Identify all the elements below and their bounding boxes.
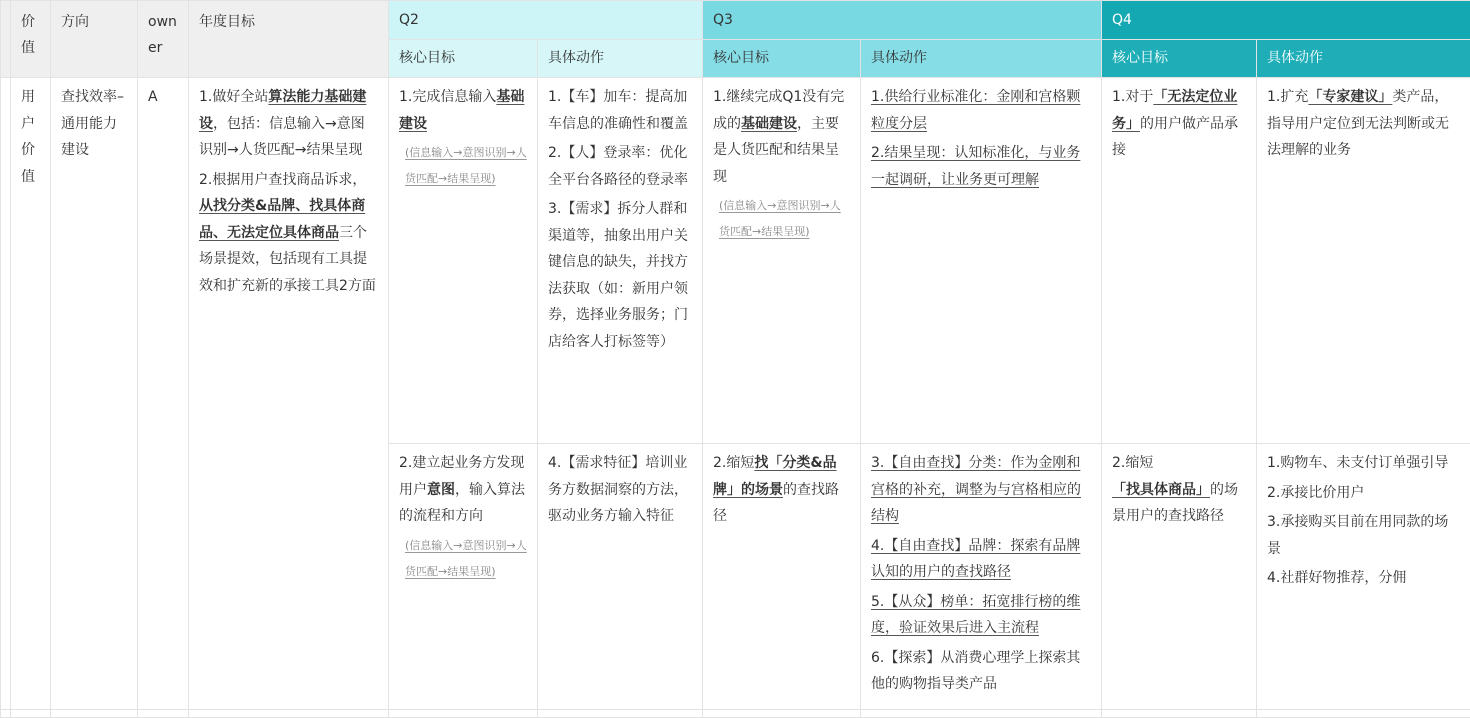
q2-core-goal-cell-2: 2.建立起业务方发现用户意图，输入算法的流程和方向 (信息输入→意图识别→人货匹配→结果呈现) [389,444,538,710]
q3-core-goal-cell-1: 1.继续完成Q1没有完成的基础建设，主要是人货匹配和结果呈现 (信息输入→意图识别→人货匹配→结果呈现) [703,78,861,444]
q2-action-header: 具体动作 [538,40,703,78]
annual-goal-cell [189,78,389,710]
list-item: 2.承接比价用户 [1267,480,1460,507]
pipeline-note: (信息输入→意图识别→人货匹配→结果呈现) [713,193,850,245]
list-item: 1.购物车、未支付订单强引导 [1267,450,1460,477]
quarter-header-q4: Q4 [1102,1,1470,40]
list-item: 4.【自由查找】品牌：探索有品牌认知的用户的查找路径 [871,533,1091,586]
q4-core-goal-header: 核心目标 [1102,40,1257,78]
list-item: 1.【车】加车：提高加车信息的准确性和覆盖 [548,84,692,137]
q4-action-cell-1: 1.扩充「专家建议」类产品，指导用户定位到无法判断或无法理解的业务 [1257,78,1470,444]
quarter-header-q3: Q3 [703,1,1102,40]
table-row [1,78,1470,444]
list-item: 2.结果呈现：认知标准化，与业务一起调研，让业务更可理解 [871,140,1091,193]
col-header-annual-goal: 年度目标 [189,1,389,78]
q3-action-header: 具体动作 [861,40,1102,78]
q3-core-goal-cell-2: 2.缩短找「分类&品牌」的场景的查找路径 [703,444,861,710]
q4-core-goal-cell-2: 2.缩短「找具体商品」的场景用户的查找路径 [1102,444,1257,710]
row-gutter [1,1,11,78]
list-item: 2.【人】登录率：优化全平台各路径的登录率 [548,140,692,193]
q3-core-goal-header: 核心目标 [703,40,861,78]
table-row-next [1,710,1470,718]
list-item: 6.【探索】从消费心理学上探索其他的购物指导类产品 [871,645,1091,698]
list-item: 3.【自由查找】分类：作为金刚和宫格的补充，调整为与宫格相应的结构 [871,450,1091,530]
list-item: 5.【从众】榜单：拓宽排行榜的维度，验证效果后进入主流程 [871,589,1091,642]
row-gutter [1,78,11,710]
col-header-owner: owner [138,1,189,78]
direction-cell: 查找效率–通用能力建设 [51,78,138,710]
list-item: 1.供给行业标准化：金刚和宫格颗粒度分层 [871,84,1091,137]
q2-action-cell-1 [538,78,703,444]
q3-action-cell-2 [861,444,1102,710]
q2-core-goal-header: 核心目标 [389,40,538,78]
value-cell: 用户价值 [11,78,51,710]
q2-core-goal-cell-1: 1.完成信息输入基础建设 (信息输入→意图识别→人货匹配→结果呈现) [389,78,538,444]
list-item: 3.承接购买目前在用同款的场景 [1267,509,1460,562]
list-item: 4.【需求特征】培训业务方数据洞察的方法，驱动业务方输入特征 [548,450,692,530]
header-row-quarters [1,1,1470,40]
q4-action-cell-2 [1257,444,1470,710]
col-header-direction: 方向 [51,1,138,78]
annual-goal-item-2: 2.根据用户查找商品诉求，从找分类&品牌、找具体商品、无法定位具体商品三个场景提效，包括现有工具提效和扩充新的承接工具2方面 [199,167,378,300]
list-item: 4.社群好物推荐，分佣 [1267,565,1460,592]
annual-goal-item-1: 1.做好全站算法能力基础建设，包括：信息输入→意图识别→人货匹配→结果呈现 [199,84,378,164]
q4-action-header: 具体动作 [1257,40,1470,78]
quarter-header-q2: Q2 [389,1,703,40]
q4-core-goal-cell-1: 1.对于「无法定位业务」的用户做产品承接 [1102,78,1257,444]
pipeline-note: (信息输入→意图识别→人货匹配→结果呈现) [399,533,527,585]
q2-action-cell-2 [538,444,703,710]
owner-cell: A [138,78,189,710]
q3-action-cell-1 [861,78,1102,444]
list-item: 3.【需求】拆分人群和渠道等，抽象出用户关键信息的缺失，并找方法获取（如：新用户领券，选择业务服务；门店给客人打标签等） [548,196,692,355]
col-header-value: 价值 [11,1,51,78]
pipeline-note: (信息输入→意图识别→人货匹配→结果呈现) [399,140,527,192]
